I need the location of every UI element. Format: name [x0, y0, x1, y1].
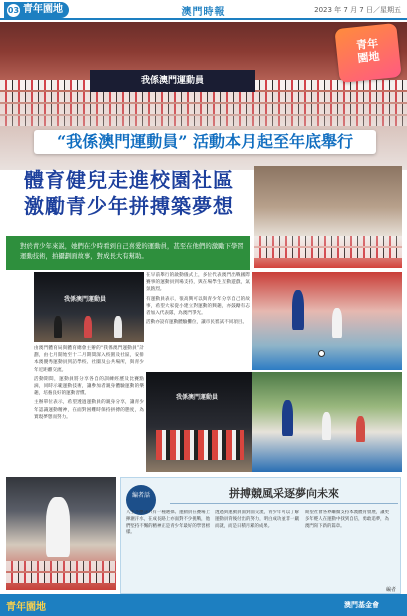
classroom-photo [254, 166, 402, 268]
hall-banner: 我係澳門運動員 [90, 70, 255, 92]
footer-org-logo: 澳門基金會 [344, 601, 379, 609]
editor-note-title: 拼搏競風采逐夢向未來 [170, 484, 398, 504]
main-title-line1: 體育健兒走進校園社區 [24, 168, 234, 192]
logo-line2: 園地 [356, 49, 381, 66]
body-paragraph: 由澳門體育局與體育總會主辦的“我係澳門運動員”計劃，由七月開始至十二月期間深入校園及社區，安排本澳優秀運動員到訪學校、社團及公共場所，與青少年近距離交流。 [34, 346, 144, 373]
body-paragraph: 活動亦設有運動體驗攤位，讓市民嘗試不同項目。 [146, 320, 248, 326]
youth-section-logo [334, 23, 401, 83]
body-paragraph: 活動期間，運動員將分享各自的訓練經歷及比賽點滴，同時示範運動技術，讓參加者親身體驗運動的樂趣，培養良好的運動習慣。 [34, 376, 144, 397]
group-stage-photo [146, 372, 254, 472]
editor-note-col1: 人生不應該只有一種選擇。運動員在賽場上揮灑汗水，在成長路上亦面對不少挑戰，他們堅持不懈的精神正是青少年最好的學習榜樣。 [126, 510, 210, 536]
editor-note-col3: 期望社會各界繼續支持本澳體育發展，讓更多年輕人在運動中找到自信，勇敢追夢，為澳門寫下新的篇章。 [305, 510, 389, 529]
body-paragraph: 主辦單位表示，希望透過運動員的親身分享，讓青少年認識運動精神，在面對困難時保持拼搏的態度，為實現夢想而努力。 [34, 400, 144, 420]
main-title [24, 167, 244, 219]
stage-screen-text: 我係澳門運動員 [176, 394, 219, 401]
dateline: 2023 年 7 月 7 日／星期五 [314, 6, 401, 14]
body-paragraph: 有運動員表示，很高興可以與青少年分享自己的故事，希望大家從小建立對運動的興趣，亦鼓勵有志者加入代表隊，為澳門爭光。 [146, 296, 250, 317]
body-paragraph: 在早前舉行的啟動儀式上，多位代表澳門出戰國際賽事的運動員到場支持，與在場學生互動遊戲，氣氛熱烈。 [146, 273, 250, 293]
masthead: 澳門時報 [181, 7, 226, 18]
editor-note-author: 編者 [386, 587, 397, 593]
page-number: 03 [7, 5, 20, 15]
page-section-badge [4, 2, 69, 18]
body-column-middle [146, 272, 250, 370]
editor-note-emblem: 編者話 [126, 485, 156, 515]
footer-section-logo: 青年園地 [6, 602, 46, 613]
logo-line1: 青年 [355, 36, 379, 53]
student-audience-photo [6, 477, 116, 590]
football-photo [252, 272, 402, 370]
headline: “我係澳門運動員” 活動本月起至年底舉行 [34, 130, 376, 154]
editor-note-col2: 透過與運動員面對面交流，青少年可以了解運動員背後付出的努力，明白成功並非一蹴而就，而是日積月累的成果。 [215, 510, 299, 529]
main-title-line2: 激勵青少年拼搏築夢想 [24, 194, 234, 218]
playground-photo [252, 372, 402, 472]
section-name: 青年園地 [23, 4, 63, 15]
stage-screen-text: 我係澳門運動員 [64, 296, 107, 303]
body-column-left [34, 345, 144, 470]
launch-stage-photo [34, 272, 144, 342]
lede-paragraph: 對於青少年來説，她們在少時看到自己喜愛的運動員，甚至在他們的激勵下學習運動技術，拍攝劃面故事，對成長大有幫助。 [6, 236, 250, 270]
